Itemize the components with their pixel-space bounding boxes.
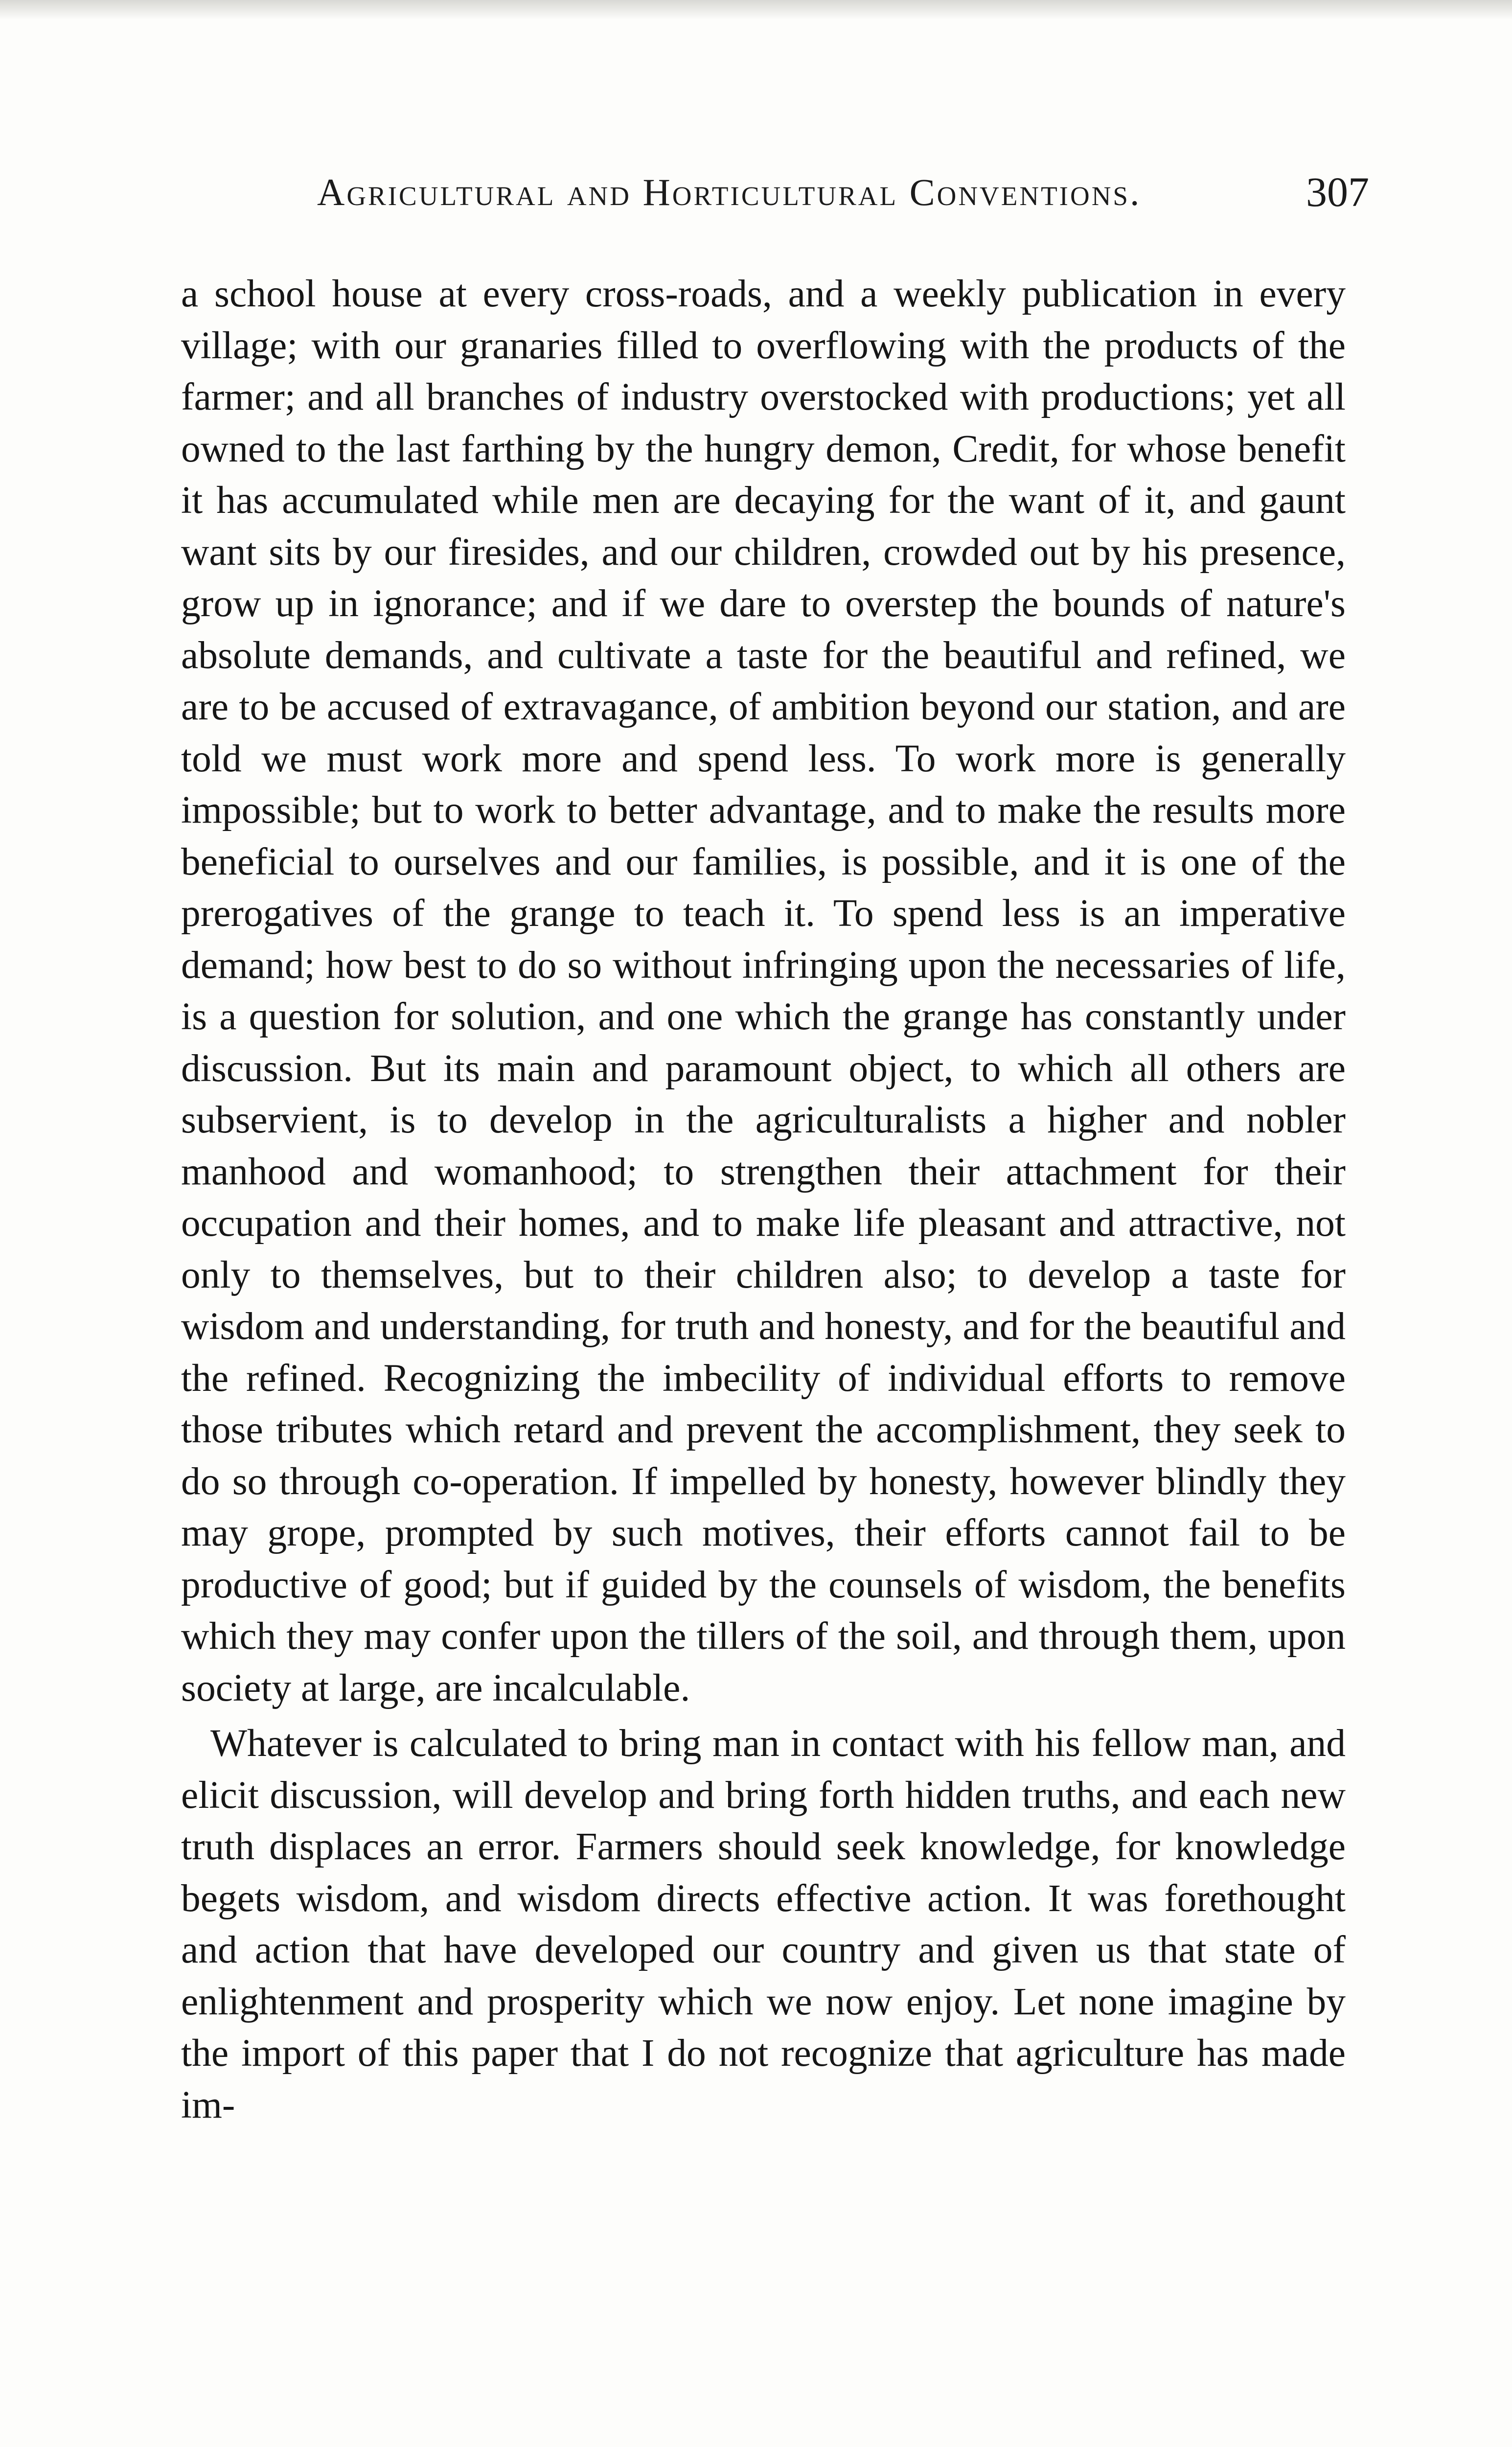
running-title: Agricultural and Horticultural Conventions.: [317, 171, 1142, 213]
page-top-edge: [0, 0, 1512, 20]
running-head: [317, 170, 1369, 224]
body-text: [181, 268, 1346, 2131]
paragraph-2: Whatever is calculated to bring man in contact with his fellow man, and elicit discussion, will develop and bring forth hidden truths, and each new truth displaces an error. Farmers should seek knowledge, for knowledge begets wisdom, and wisdom directs effective action. It was forethought and action that have developed our country and given us that state of enlightenment and prosperity which we now enjoy. Let none imagine by the import of this paper that I do not recognize that agriculture has made im-: [181, 1722, 1346, 2126]
paragraph-1: a school house at every cross-roads, and a weekly publication in every village; with our granaries filled to overflowing with the products of the farmer; and all branches of industry overstocked with productions; yet all owned to the last farthing by the hungry demon, Credit, for whose benefit it has accumulated while men are decaying for the want of it, and gaunt want sits by our firesides, and our children, crowded out by his presence, grow up in ignorance; and if we dare to overstep the bounds of nature's absolute demands, and cultivate a taste for the beautiful and refined, we are to be accused of extravagance, of ambition beyond our station, and are told we must work more and spend less. To work more is generally impossible; but to work to better advantage, and to make the results more beneficial to ourselves and our families, is possible, and it is one of the prerogatives of the grange to teach it. To spend less is an imperative demand; how best to do so without infringing upon the necessaries of life, is a question for solution, and one which the grange has constantly under discussion. But its main and paramount object, to which all others are subservient, is to develop in the agriculturalists a higher and nobler manhood and womanhood; to strengthen their attachment for their occupation and their homes, and to make life pleasant and attractive, not only to themselves, but to their children also; to develop a taste for wisdom and understanding, for truth and honesty, and for the beautiful and the refined. Recognizing the imbecility of individual efforts to remove those tributes which retard and prevent the accomplishment, they seek to do so through co-operation. If impelled by honesty, however blindly they may grope, prompted by such motives, their efforts cannot fail to be productive of good; but if guided by the counsels of wisdom, the benefits which they may confer upon the tillers of the soil, and through them, upon society at large, are incalculable.: [181, 272, 1346, 1709]
page-number: 307: [1306, 168, 1369, 215]
